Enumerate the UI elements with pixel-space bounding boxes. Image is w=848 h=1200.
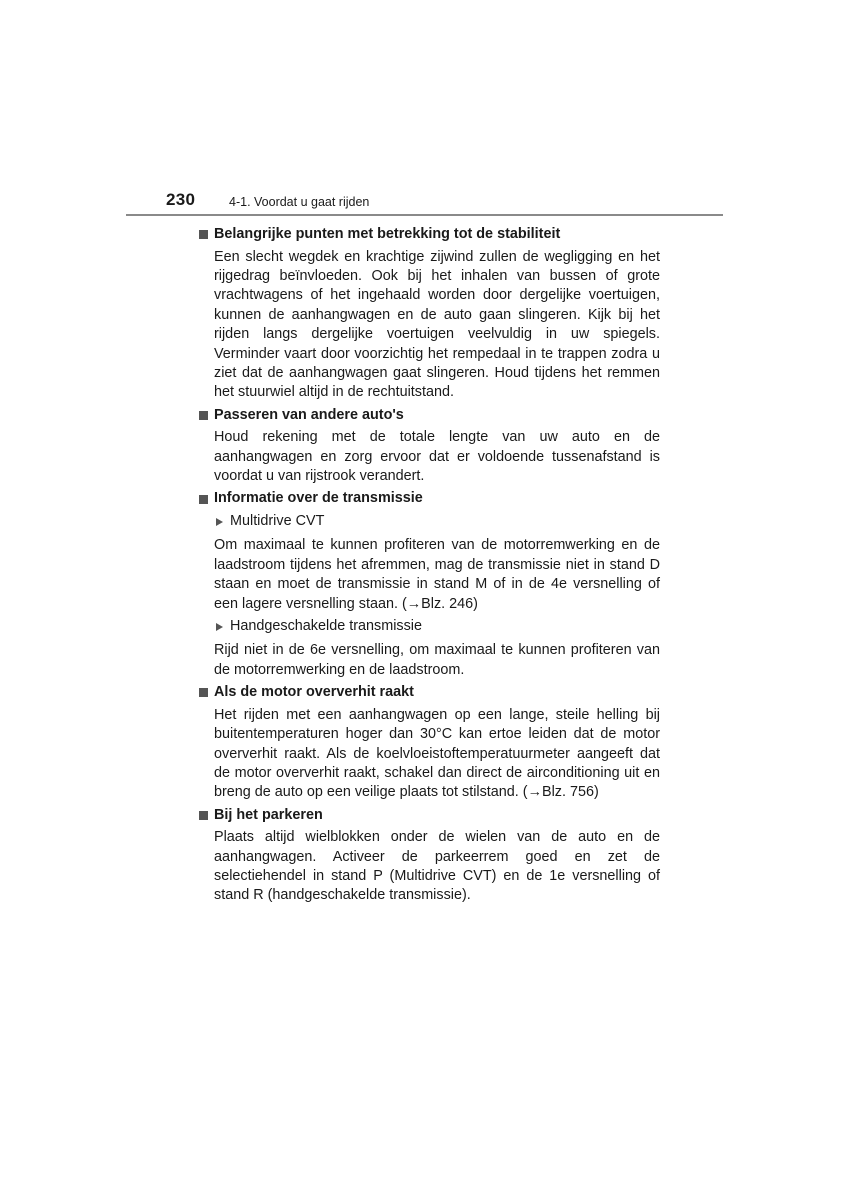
page-header [0,0,848,220]
page-content [198,223,660,909]
square-bullet-icon [199,811,208,820]
topic-transmission [198,489,660,680]
square-bullet-icon [199,230,208,239]
square-bullet-icon [199,688,208,697]
topic-heading-text: Als de motor oververhit raakt [214,684,414,701]
page-number: 230 [166,190,196,209]
sub-item-label: Multidrive CVT [230,512,325,529]
header-divider [126,214,723,216]
triangle-bullet-icon [216,623,223,631]
body-paragraph: Plaats altijd wielblokken onder de wielen van de auto en de aanhangwagen. Activeer de parkeerrem goed en zet de selectiehendel in stand P (Multidrive CVT) en de 1e versnelling of stand R (handgeschakelde transmissie). [214,829,660,904]
topic-heading-text: Informatie over de transmissie [214,490,423,507]
topic-heading [198,489,660,509]
section-title: 4-1. Voordat u gaat rijden [229,195,370,209]
topic-heading-text: Belangrijke punten met betrekking tot de stabiliteit [214,226,561,242]
topic-passing [198,406,660,487]
topic-stability [198,225,660,403]
topic-heading-text: Passeren van andere auto's [214,406,404,423]
triangle-bullet-icon [216,518,223,526]
topic-heading [198,225,660,245]
body-paragraph: Om maximaal te kunnen profiteren van de motorremwerking en de laadstroom tijdens het afremmen, mag de transmissie niet in stand D staan en moet de transmissie in stand M of in de 4e versnelling of een lagere versnelling staan. (→Blz. 246) [214,537,660,612]
topic-heading [198,406,660,426]
topic-heading [198,806,660,826]
body-paragraph: Het rijden met een aanhangwagen op een lange, steile helling bij buitentemperaturen hoger dan 30°C kan ertoe leiden dat de motor oververhit raakt. Als de koelvloeistoftemperatuurmeter aangeeft dat de motor oververhit raakt, schakel dan direct de airconditioning uit en breng de auto op een veilige plaats tot stilstand. (→Blz. 756) [214,706,660,801]
body-paragraph: Houd rekening met de totale lengte van uw auto en de aanhangwagen en zorg ervoor dat er voldoende tussenafstand is voordat u van rijstrook verandert. [214,429,660,485]
topic-parking [198,806,660,906]
sub-item-manual-transmission [214,617,660,636]
sub-item-multidrive-cvt [214,512,660,531]
square-bullet-icon [199,411,208,420]
square-bullet-icon [199,495,208,504]
topic-heading [198,683,660,703]
body-paragraph: Een slecht wegdek en krachtige zijwind zullen de wegligging en het rijgedrag beïnvloeden. Ook bij het inhalen van bussen of grote vrachtwagens of het ingehaald worden door dergelijke voertuigen, kunnen de aanhangwagen en de auto gaan slingeren. Kijk bij het rijden langs dergelijke voertuigen veelvuldig in uw spiegels. Verminder vaart door voorzichtig het rempedaal in te trappen zodra u ziet dat de aanhangwagen gaat slingeren. Houd tijdens het remmen het stuurwiel altijd in de rechtuitstand. [214,248,660,401]
body-paragraph: Rijd niet in de 6e versnelling, om maximaal te kunnen profiteren van de motorremwerking en de laadstroom. [214,642,660,678]
sub-item-label: Handgeschakelde transmissie [230,618,422,634]
topic-heading-text: Bij het parkeren [214,806,323,823]
topic-overheating [198,683,660,803]
